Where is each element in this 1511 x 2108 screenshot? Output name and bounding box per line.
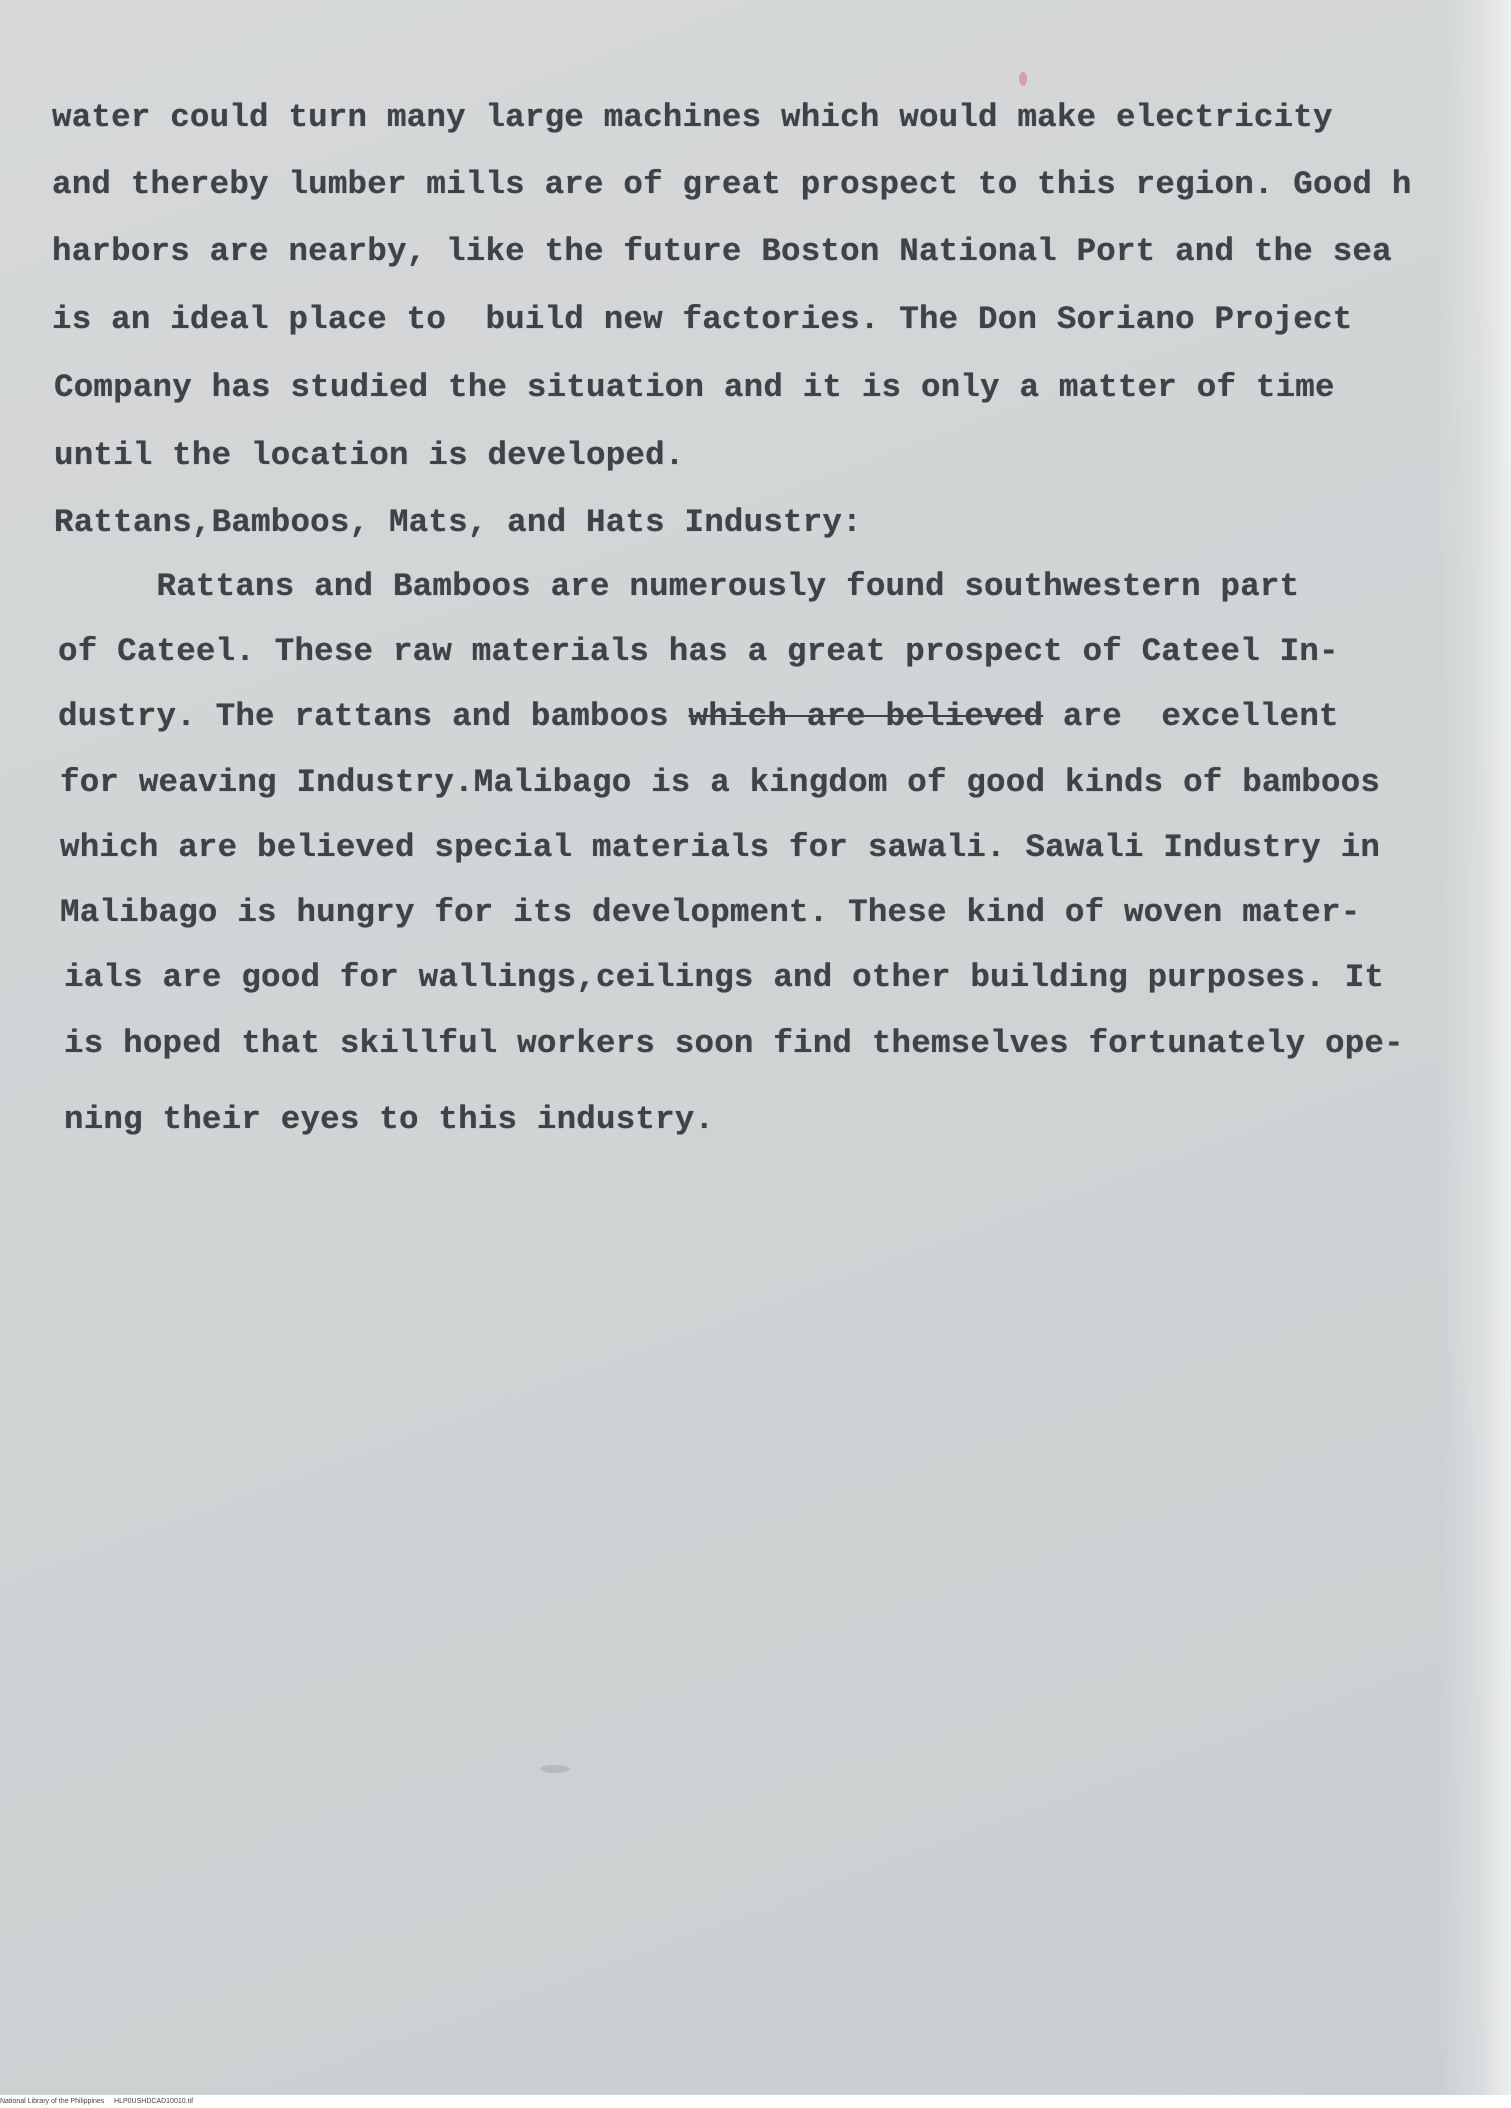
smudge-mark bbox=[540, 1765, 570, 1773]
text-line-6: until the location is developed. bbox=[54, 437, 685, 474]
text-line-1: water could turn many large machines which would make electricity bbox=[52, 99, 1333, 136]
text-line-16: ning their eyes to this industry. bbox=[64, 1101, 715, 1138]
text-line-10 bbox=[58, 697, 1339, 737]
text-line-4: is an ideal place to build new factories. The Don Soriano Project bbox=[52, 301, 1353, 338]
text-line-11: for weaving Industry.Malibago is a kingdom of good kinds of bamboos bbox=[60, 764, 1381, 801]
struck-out-text: which are believed bbox=[688, 698, 1044, 735]
text-segment: are excellent bbox=[1043, 698, 1339, 735]
text-line-3: harbors are nearby, like the future Boston National Port and the sea bbox=[52, 233, 1392, 270]
scan-footer bbox=[0, 2095, 1511, 2108]
text-line-9: of Cateel. These raw materials has a great prospect of Cateel In- bbox=[58, 633, 1339, 670]
section-heading: Rattans,Bamboos, Mats, and Hats Industry: bbox=[54, 504, 862, 541]
text-line-8: Rattans and Bamboos are numerously found southwestern part bbox=[58, 568, 1300, 605]
text-line-5: Company has studied the situation and it is only a matter of time bbox=[54, 369, 1335, 406]
text-line-2: and thereby lumber mills are of great prospect to this region. Good h bbox=[52, 166, 1412, 203]
text-line-13: Malibago is hungry for its development. These kind of woven mater- bbox=[60, 894, 1361, 931]
text-line-14: ials are good for wallings,ceilings and other building purposes. It bbox=[64, 959, 1385, 996]
footer-file-id: HLP0USHDCAD10010.tif bbox=[114, 2098, 194, 2105]
text-line-12: which are believed special materials for sawali. Sawali Industry in bbox=[60, 829, 1381, 866]
ink-mark bbox=[1019, 72, 1027, 86]
footer-source: National Library of the Philippines bbox=[0, 2098, 105, 2105]
text-line-15: is hoped that skillful workers soon find themselves fortunately ope- bbox=[64, 1025, 1404, 1062]
page-edge-shadow bbox=[1441, 0, 1511, 2095]
text-segment: dustry. The rattans and bamboos bbox=[58, 698, 689, 735]
